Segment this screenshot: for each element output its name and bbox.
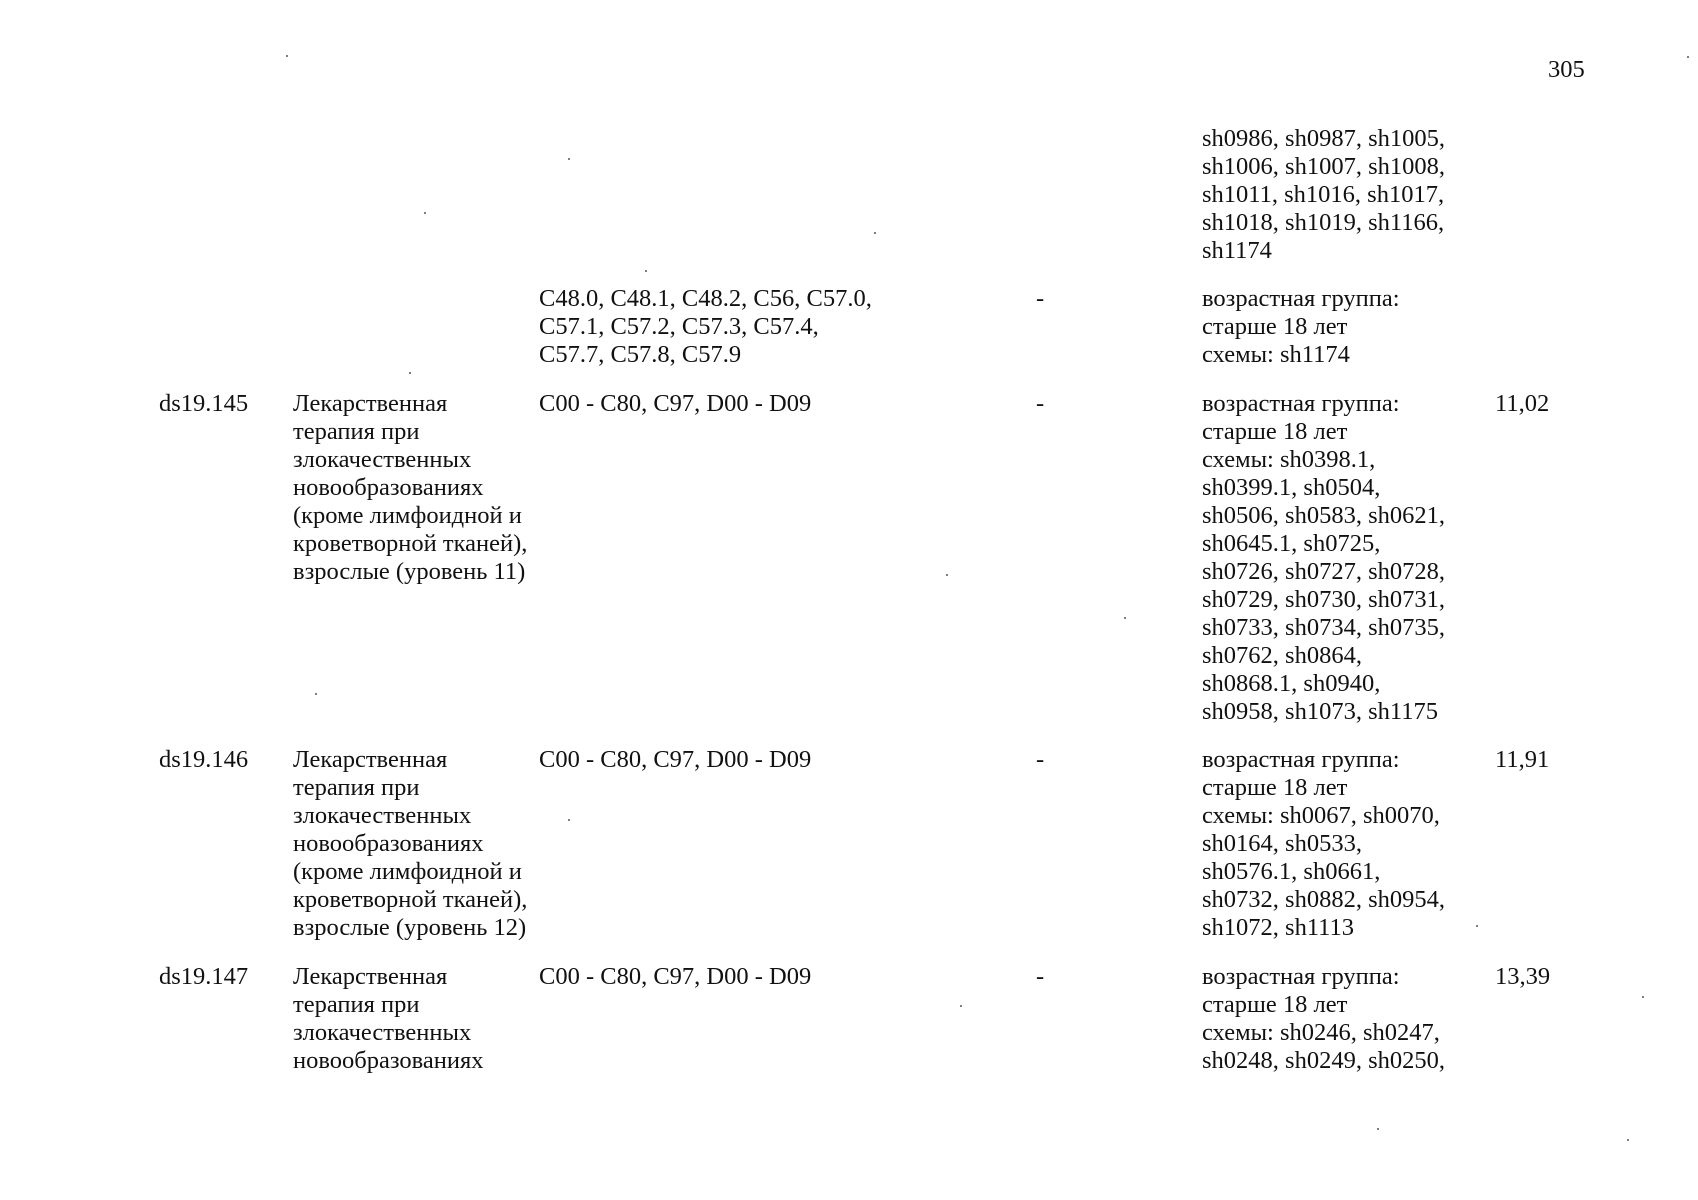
ksg-code: ds19.145	[159, 390, 249, 417]
mkb-codes: C00 - C80, C97, D00 - D09	[539, 390, 812, 417]
additional-diagnosis-dash: -	[1036, 746, 1045, 773]
ksg-code: ds19.146	[159, 746, 249, 773]
scan-speck	[568, 819, 570, 821]
scan-speck	[568, 158, 570, 160]
scan-speck	[424, 212, 426, 214]
ksg-name: Лекарственная терапия при злокачественных новообразованиях (кроме лимфоидной и кроветворной тканей), взрослые (уровень 11)	[293, 390, 528, 585]
classification-criteria: возрастная группа: старше 18 лет схемы: sh0246, sh0247, sh0248, sh0249, sh0250,	[1202, 963, 1445, 1074]
scan-speck	[1642, 996, 1644, 998]
classification-criteria: возрастная группа: старше 18 лет схемы: sh1174	[1202, 285, 1400, 368]
additional-diagnosis-dash: -	[1036, 390, 1045, 417]
cost-coefficient: 11,91	[1495, 746, 1550, 773]
criteria-continuation: sh0986, sh0987, sh1005, sh1006, sh1007, sh1008, sh1011, sh1016, sh1017, sh1018, sh1019, sh1166, sh1174	[1202, 125, 1445, 264]
additional-diagnosis-dash: -	[1036, 285, 1045, 312]
scan-speck	[1627, 1139, 1629, 1141]
mkb-codes: C48.0, C48.1, C48.2, C56, C57.0, C57.1, C57.2, C57.3, C57.4, C57.7, C57.8, C57.9	[539, 285, 872, 368]
scan-speck	[286, 55, 288, 57]
ksg-name: Лекарственная терапия при злокачественных новообразованиях (кроме лимфоидной и кроветворной тканей), взрослые (уровень 12)	[293, 746, 528, 941]
scan-speck	[409, 372, 411, 374]
ksg-code: ds19.147	[159, 963, 249, 990]
scan-speck	[946, 574, 948, 576]
scan-speck	[874, 232, 876, 234]
classification-criteria: возрастная группа: старше 18 лет схемы: sh0398.1, sh0399.1, sh0504, sh0506, sh0583, sh0621, sh0645.1, sh0725, sh0726, sh0727, sh0728, sh0729, sh0730, sh0731, sh0733, sh0734, sh0735, sh0762, sh0864, sh0868.1, sh0940, sh0958, sh1073, sh1175	[1202, 390, 1445, 725]
scan-speck	[315, 693, 317, 695]
scan-speck	[645, 270, 647, 272]
classification-criteria: возрастная группа: старше 18 лет схемы: sh0067, sh0070, sh0164, sh0533, sh0576.1, sh0661, sh0732, sh0882, sh0954, sh1072, sh1113	[1202, 746, 1445, 941]
ksg-name: Лекарственная терапия при злокачественных новообразованиях	[293, 963, 484, 1074]
additional-diagnosis-dash: -	[1036, 963, 1045, 990]
page-number: 305	[1548, 56, 1585, 83]
cost-coefficient: 11,02	[1495, 390, 1550, 417]
mkb-codes: C00 - C80, C97, D00 - D09	[539, 963, 812, 990]
mkb-codes: C00 - C80, C97, D00 - D09	[539, 746, 812, 773]
cost-coefficient: 13,39	[1495, 963, 1551, 990]
scan-speck	[1476, 925, 1478, 927]
scan-speck	[1377, 1128, 1379, 1130]
scan-speck	[1687, 56, 1689, 58]
scan-speck	[960, 1005, 962, 1007]
scan-speck	[1124, 617, 1126, 619]
